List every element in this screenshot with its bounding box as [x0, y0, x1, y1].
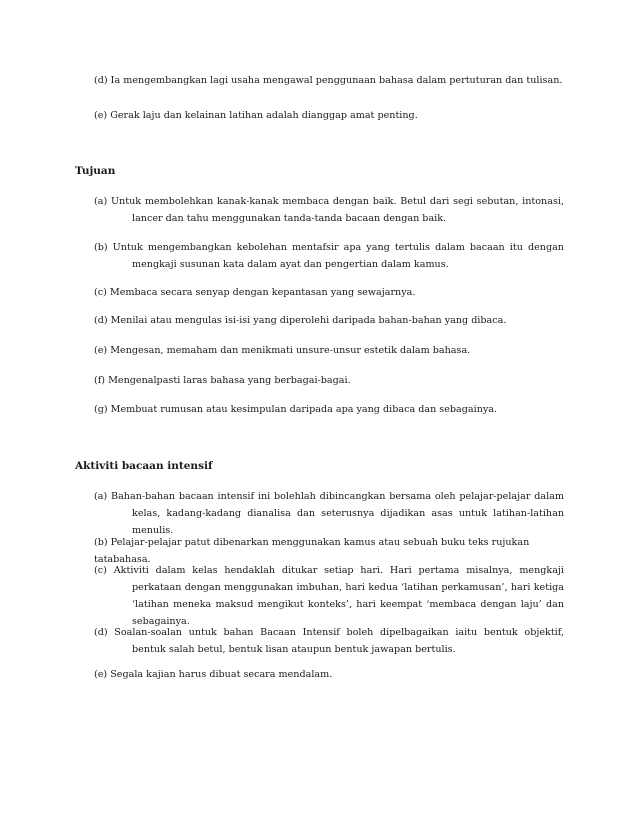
aktiviti-item-d: (d) Soalan-soalan untuk bahan Bacaan Intensif boleh dipelbagaikan iaitu bentuk objektif, bentuk salah betul, bentuk lisan ataupun bentuk jawapan bertulis. [94, 627, 564, 655]
aktiviti-item-a: (a) Bahan-bahan bacaan intensif ini bolehlah dibincangkan bersama oleh pelajar-pelajar dalam kelas, kadang-kadang dianalisa dan seterusnya dijadikan asas untuk latihan-latihan menulis. [94, 491, 564, 536]
section-heading-aktiviti: Aktiviti bacaan intensif [75, 460, 213, 472]
tujuan-item-c: (c) Membaca secara senyap dengan kepantasan yang sewajarnya. [94, 287, 416, 298]
aktiviti-item-c: (c) Aktiviti dalam kelas hendaklah ditukar setiap hari. Hari pertama misalnya, mengkaji perkataan dengan menggunakan imbuhan, hari kedua ‘latihan perkamusan’, hari ketiga ‘latihan meneka maksud mengikut konteks’, hari keempat ‘membaca dengan laju’ dan sebagainya. [94, 565, 564, 627]
tujuan-item-g: (g) Membuat rumusan atau kesimpulan daripada apa yang dibaca dan sebagainya. [94, 404, 498, 415]
tujuan-item-e: (e) Mengesan, memaham dan menikmati unsure-unsur estetik dalam bahasa. [94, 345, 471, 356]
aktiviti-item-b: (b) Pelajar-pelajar patut dibenarkan menggunakan kamus atau sebuah buku teks rujukan tatabahasa. [94, 537, 530, 565]
section-heading-tujuan: Tujuan [75, 165, 116, 177]
intro-item-e: (e) Gerak laju dan kelainan latihan adalah dianggap amat penting. [94, 110, 418, 121]
aktiviti-item-e: (e) Segala kajian harus dibuat secara mendalam. [94, 669, 333, 680]
tujuan-item-b: (b) Untuk mengembangkan kebolehan mentafsir apa yang tertulis dalam bacaan itu dengan mengkaji susunan kata dalam ayat dan pengertian dalam kamus. [94, 242, 564, 270]
tujuan-item-a: (a) Untuk membolehkan kanak-kanak membaca dengan baik. Betul dari segi sebutan, intonasi, lancer dan tahu menggunakan tanda-tanda bacaan dengan baik. [94, 196, 564, 224]
intro-item-d: (d) Ia mengembangkan lagi usaha mengawal penggunaan bahasa dalam pertuturan dan tulisan. [94, 75, 563, 86]
tujuan-item-d: (d) Menilai atau mengulas isi-isi yang diperolehi daripada bahan-bahan yang dibaca. [94, 315, 507, 326]
tujuan-item-f: (f) Mengenalpasti laras bahasa yang berbagai-bagai. [94, 375, 351, 386]
